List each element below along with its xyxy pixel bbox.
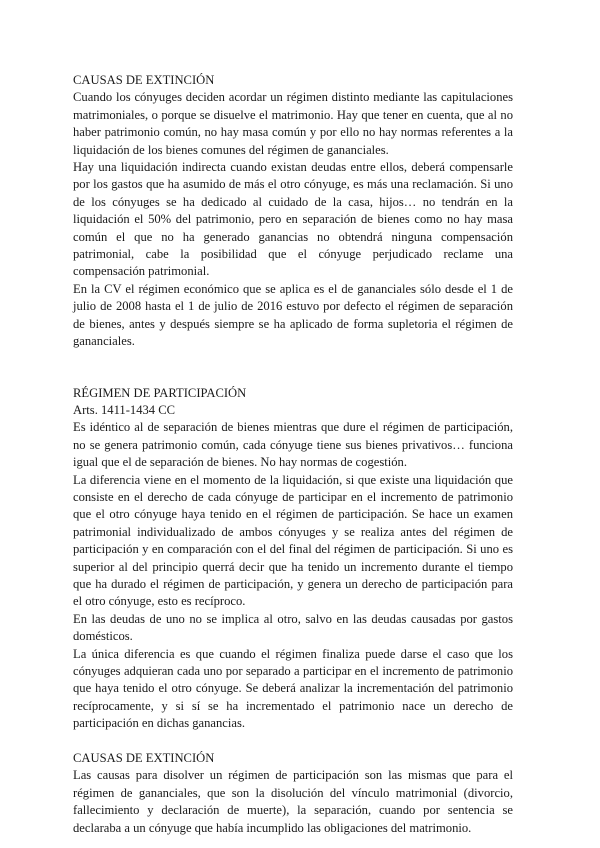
paragraph: En la CV el régimen económico que se aplica es el de gananciales sólo desde el 1 de julio de 2008 hasta el 1 de julio de 2016 estuvo por defecto el régimen de separación de bienes, antes y después siempre se ha aplicado de forma supletoria el régimen de gananciales. bbox=[73, 281, 513, 349]
section-heading-causas-extincion-2: CAUSAS DE EXTINCIÓN bbox=[73, 751, 215, 766]
section-heading-regimen-participacion: RÉGIMEN DE PARTICIPACIÓN bbox=[73, 385, 247, 400]
paragraph: En las deudas de uno no se implica al otro, salvo en las deudas causadas por gastos domésticos. bbox=[73, 611, 513, 644]
paragraph: Cuando los cónyuges deciden acordar un régimen distinto mediante las capitulaciones matrimoniales, o porque se disuelve el matrimonio. Hay que tener en cuenta, que al no haber patrimonio común, no hay masa común y por ello no hay normas referentes a la liquidación de los bienes comunes del régimen de gananciales. bbox=[73, 90, 513, 157]
articles-reference: Arts. 1411-1434 CC bbox=[73, 402, 176, 417]
paragraph: Hay una liquidación indirecta cuando existan deudas entre ellos, deberá compensarle por los gastos que ha asumido de más el otro cónyuge, es más una reclamación. Si uno de los cónyuges se ha dedicado al cuidado de la casa, hijos… no tendrán en la liquidación el 50% del patrimonio, pero en separación de bienes como no hay masa común el que no ha generado ganancias no obtendrá ninguna compensación patrimonial, cabe la posibilidad que el cónyuge perjudicado reclame una compensación patrimonial. bbox=[73, 160, 513, 279]
section-heading-causas-extincion: CAUSAS DE EXTINCIÓN bbox=[73, 73, 215, 87]
paragraph: Las causas para disolver un régimen de participación son las mismas que para el régimen de gananciales, que son la disolución del vínculo matrimonial (divorcio, fallecimiento y declaración de muerte), la separación, cuando por sentencia se declaraba a un cónyuge que había incumplido las obligaciones del matrimonio. bbox=[73, 768, 513, 835]
paragraph: La diferencia viene en el momento de la liquidación, si que existe una liquidación que consiste en el derecho de cada cónyuge de participar en el incremento de patrimonio que el otro cónyuge haya tenido en el régimen de participación. Se hace un examen patrimonial individualizado de ambos cónyuges y se realiza antes del régimen de participación y en comparación con el del final del régimen de participación. Si uno es superior al del principio querrá decir que ha tenido un incremento durante el tiempo que ha durado el régimen de participación, y genera un derecho de participación para el otro cónyuge, esto es recíproco. bbox=[73, 472, 513, 609]
paragraph: Es idéntico al de separación de bienes mientras que dure el régimen de participación, no se genera patrimonio común, cada cónyuge tiene sus bienes privativos… funciona igual que el de separación de bienes. No hay normas de cogestión. bbox=[73, 420, 513, 470]
section-spacer bbox=[73, 351, 513, 385]
section-spacer bbox=[73, 733, 513, 750]
paragraph: La única diferencia es que cuando el régimen finaliza puede darse el caso que los cónyuges adquieran cada uno por separado a participar en el incremento de patrimonio que haya tenido el otro cónyuge. Se deberá analizar la incrementación del patrimonio recíprocamente, y si sí se ha incrementado el patrimonio nace un derecho de participación en dichas ganancias. bbox=[73, 646, 513, 731]
